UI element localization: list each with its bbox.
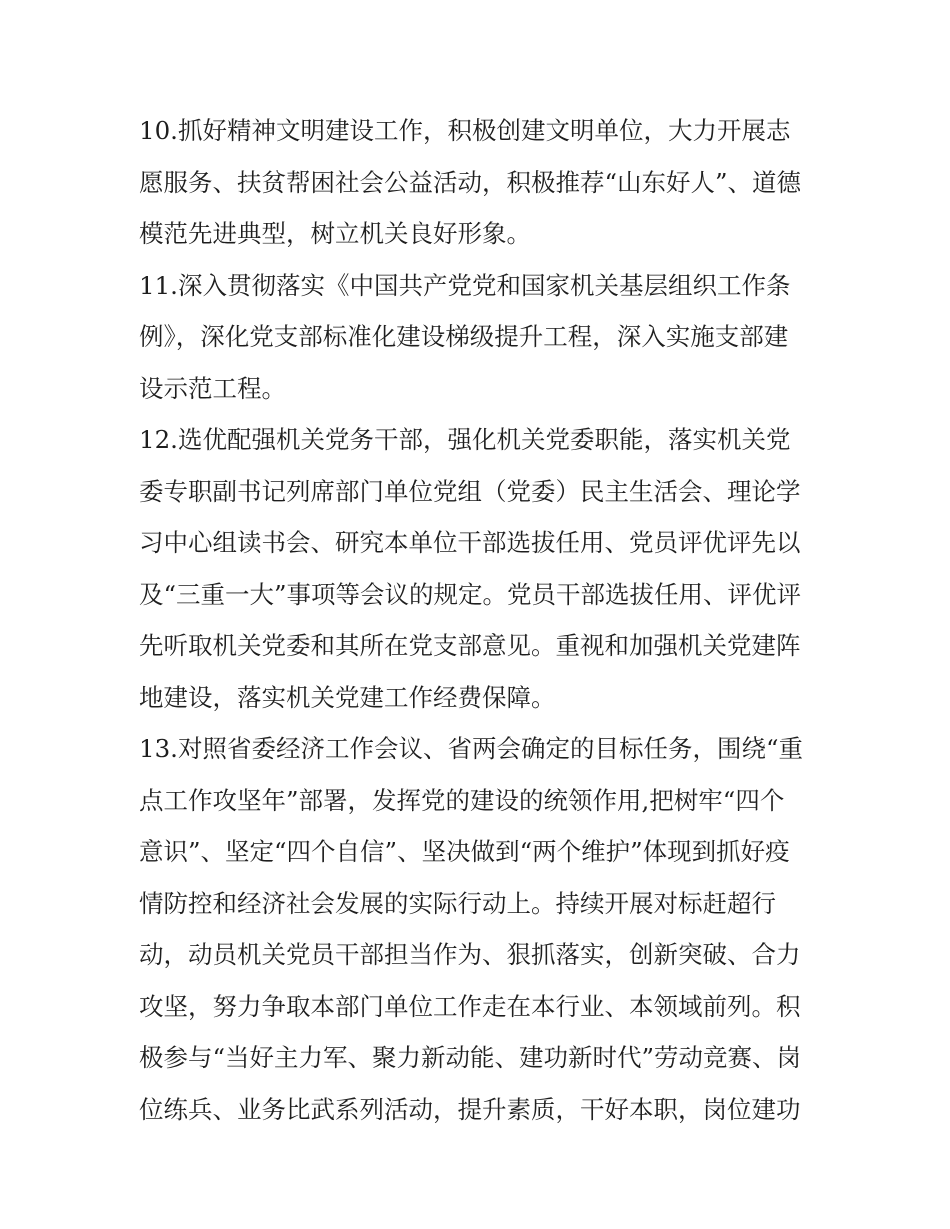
body-text (139, 105, 814, 1135)
text-line: 及“三重一大”事项等会议的规定。党员干部选拔任用、评优评 (139, 579, 802, 609)
text-line: 13.对照省委经济工作会议、省两会确定的目标任务，围绕“重 (139, 734, 803, 763)
text-line: 愿服务、扶贫帮困社会公益活动，积极推荐“山东好人”、道德 (139, 167, 802, 197)
text-line: 模范先进典型，树立机关良好形象。 (139, 219, 531, 248)
text-line: 极参与“当好主力军、聚力新动能、建功新时代”劳动竞赛、岗 (139, 1043, 802, 1072)
text-line: 位练兵、业务比武系列活动，提升素质，干好本职，岗位建功 (139, 1094, 801, 1124)
text-line: 12.选优配强机关党务干部，强化机关党委职能，落实机关党 (139, 425, 791, 454)
text-line: 情防控和经济社会发展的实际行动上。持续开展对标赶超行 (139, 888, 776, 918)
text-line: 11.深入贯彻落实《中国共产党党和国家机关基层组织工作条 (139, 270, 791, 300)
text-line: 10.抓好精神文明建设工作，积极创建文明单位，大力开展志 (139, 116, 791, 145)
text-line: 设示范工程。 (139, 373, 286, 403)
text-line: 例》，深化党支部标准化建设梯级提升工程，深入实施支部建 (139, 322, 789, 351)
text-line: 委专职副书记列席部门单位党组（党委）民主生活会、理论学 (139, 476, 801, 506)
text-line: 点工作攻坚年”部署，发挥党的建设的统领作用,把树牢“四个 (139, 785, 785, 815)
text-line: 意识”、坚定“四个自信”、坚决做到“两个维护”体现到抓好疫 (139, 837, 790, 866)
text-line: 攻坚，努力争取本部门单位工作走在本行业、本领域前列。积 (139, 991, 801, 1021)
text-line: 习中心组读书会、研究本单位干部选拔任用、党员评优评先以 (139, 528, 801, 557)
text-line: 先听取机关党委和其所在党支部意见。重视和加强机关党建阵 (139, 631, 801, 660)
text-line: 动，动员机关党员干部担当作为、狠抓落实，创新突破、合力 (139, 940, 801, 969)
text-line: 地建设，落实机关党建工作经费保障。 (139, 682, 556, 712)
